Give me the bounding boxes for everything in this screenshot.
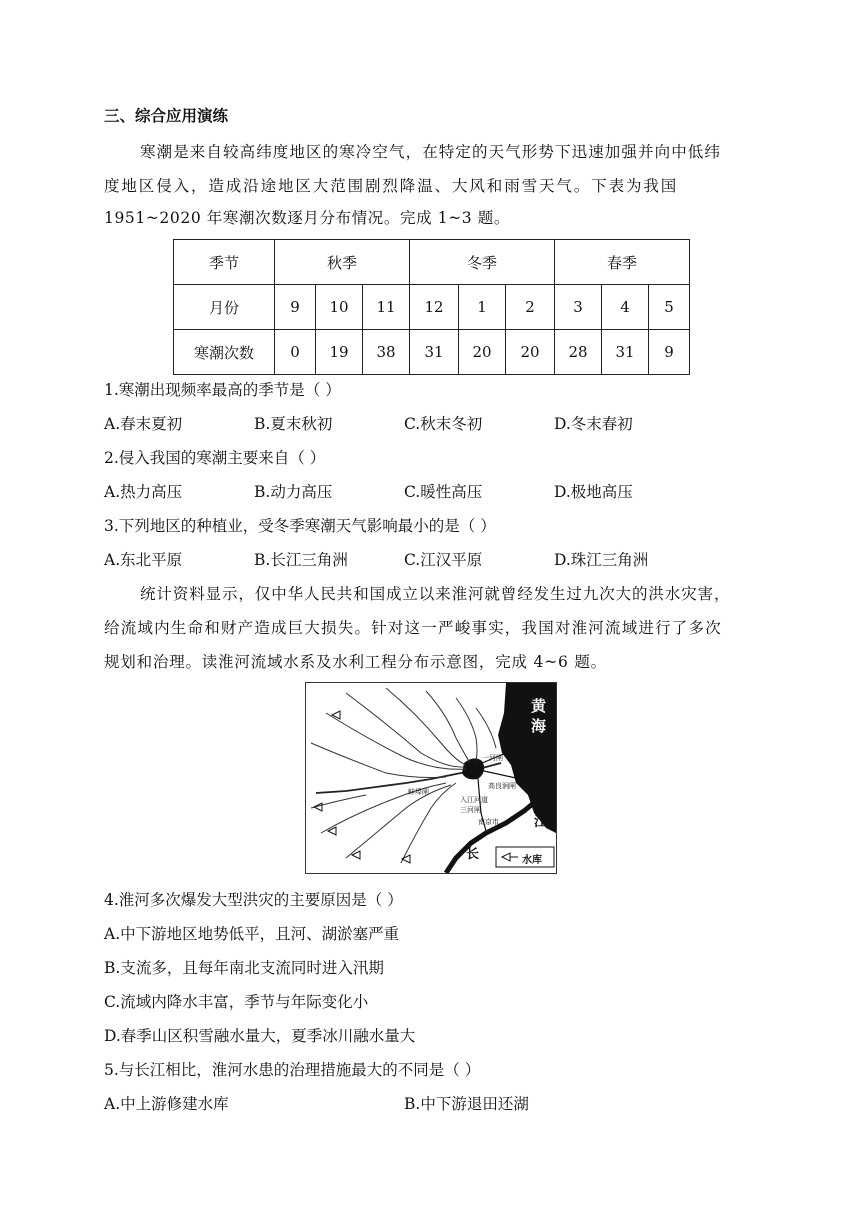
- count-cell: 31: [602, 330, 649, 375]
- season-autumn: 秋季: [275, 240, 410, 285]
- legend-label: 水库: [522, 855, 542, 866]
- month-cell: 1: [459, 285, 506, 330]
- count-cell: 28: [555, 330, 602, 375]
- intro1-line2: 度地区侵入，造成沿途地区大范围剧烈降温、大风和雨雪天气。下表为我国: [104, 177, 679, 195]
- q1-option-a[interactable]: A.春末夏初: [104, 415, 183, 433]
- month-cell: 2: [506, 285, 555, 330]
- question-4-stem: 4.淮河多次爆发大型洪灾的主要原因是（ ）: [104, 891, 403, 909]
- count-cell: 19: [316, 330, 363, 375]
- intro1-line3: 1951~2020 年寒潮次数逐月分布情况。完成 1~3 题。: [104, 209, 510, 227]
- table-row: [174, 285, 690, 330]
- season-header: 季节: [174, 240, 275, 285]
- river-char-jiang: 江: [534, 815, 548, 830]
- section-title: 三、综合应用演练: [104, 106, 229, 125]
- season-winter: 冬季: [410, 240, 555, 285]
- month-cell: 10: [316, 285, 363, 330]
- month-header: 月份: [174, 285, 275, 330]
- cold-wave-table: [173, 239, 690, 375]
- q1-option-b[interactable]: B.夏末秋初: [254, 415, 333, 433]
- q2-option-a[interactable]: A.热力高压: [104, 483, 183, 501]
- q4-option-a[interactable]: A.中下游地区地势低平，且河、湖淤塞严重: [104, 925, 400, 943]
- season-spring: 春季: [555, 240, 690, 285]
- label-bengbu: 蚌埠闸: [408, 788, 429, 796]
- q4-option-d[interactable]: D.春季山区积雪融水量大，夏季冰川融水量大: [104, 1027, 416, 1045]
- count-header: 寒潮次数: [174, 330, 275, 375]
- huaihe-river-map: [305, 682, 557, 874]
- month-cell: 12: [410, 285, 459, 330]
- count-cell: 20: [459, 330, 506, 375]
- question-3-stem: 3.下列地区的种植业，受冬季寒潮天气影响最小的是（ ）: [104, 517, 496, 535]
- month-cell: 4: [602, 285, 649, 330]
- count-cell: 20: [506, 330, 555, 375]
- label-nanjing: 南京市: [478, 818, 499, 826]
- table-row: [174, 240, 690, 285]
- river-char-chang: 长: [466, 847, 480, 862]
- q4-option-b[interactable]: B.支流多，且每年南北支流同时进入汛期: [104, 959, 384, 977]
- question-2-stem: 2.侵入我国的寒潮主要来自（ ）: [104, 449, 326, 467]
- q3-option-d[interactable]: D.珠江三角洲: [554, 551, 649, 569]
- q4-option-c[interactable]: C.流域内降水丰富，季节与年际变化小: [104, 993, 369, 1011]
- month-cell: 5: [649, 285, 690, 330]
- month-cell: 9: [275, 285, 316, 330]
- label-yiheza: 一河闸: [482, 754, 503, 762]
- intro2-line2: 给流域内生命和财产造成巨大损失。针对这一严峻事实，我国对淮河流域进行了多次: [104, 619, 722, 637]
- intro1-line1: 寒潮是来自较高纬度地区的寒冷空气，在特定的天气形势下迅速加强并向中低纬: [140, 143, 722, 161]
- count-cell: 38: [363, 330, 410, 375]
- label-gaoliang: 高良涧闸: [488, 782, 516, 790]
- month-cell: 11: [363, 285, 410, 330]
- q2-option-d[interactable]: D.极地高压: [554, 483, 633, 501]
- count-cell: 31: [410, 330, 459, 375]
- q5-option-b[interactable]: B.中下游退田还湖: [404, 1095, 529, 1113]
- label-rujiang: 入江河道: [460, 796, 488, 804]
- count-cell: 0: [275, 330, 316, 375]
- q3-option-b[interactable]: B.长江三角洲: [254, 551, 348, 569]
- q1-option-d[interactable]: D.冬末春初: [554, 415, 633, 433]
- count-cell: 9: [649, 330, 690, 375]
- q2-option-c[interactable]: C.暖性高压: [404, 483, 483, 501]
- question-1-stem: 1.寒潮出现频率最高的季节是（ ）: [104, 381, 341, 399]
- q3-option-c[interactable]: C.江汉平原: [404, 551, 483, 569]
- intro2-line1: 统计资料显示，仅中华人民共和国成立以来淮河就曾经发生过九次大的洪水灾害，: [140, 585, 731, 603]
- month-cell: 3: [555, 285, 602, 330]
- q2-option-b[interactable]: B.动力高压: [254, 483, 333, 501]
- q5-option-a[interactable]: A.中上游修建水库: [104, 1095, 229, 1113]
- question-5-stem: 5.与长江相比，淮河水患的治理措施最大的不同是（ ）: [104, 1061, 481, 1079]
- label-sanheza: 三河闸: [460, 806, 481, 814]
- river-system-svg: [306, 683, 556, 873]
- q3-option-a[interactable]: A.东北平原: [104, 551, 183, 569]
- intro2-line3: 规划和治理。读淮河流域水系及水利工程分布示意图，完成 4~6 题。: [104, 653, 607, 671]
- q1-option-c[interactable]: C.秋末冬初: [404, 415, 483, 433]
- sea-label-2: 海: [531, 717, 547, 735]
- sea-label-1: 黄: [531, 697, 547, 715]
- table-row: [174, 330, 690, 375]
